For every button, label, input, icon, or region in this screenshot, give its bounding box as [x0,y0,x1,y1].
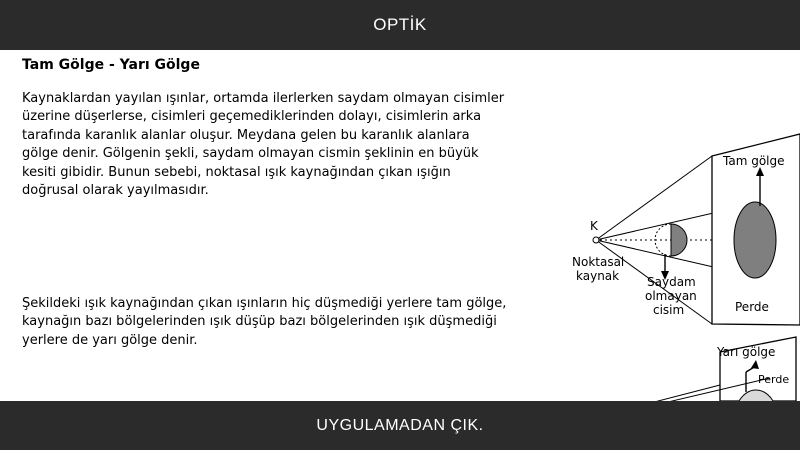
text-line: kesiti gibidir. Bunun sebebi, noktasal ışık kaynağından çıkan ışığın [22,164,451,180]
label-saydam: Saydam [647,275,696,289]
label-perde-2: Perde [758,373,790,386]
figure-yari-golge [560,290,800,401]
label-kaynak: kaynak [576,269,620,283]
label-yari-golge: Yarı gölge [717,345,776,359]
paragraph-tam-golge [22,90,504,200]
section-heading: Tam Gölge - Yarı Gölge [22,57,200,73]
label-perde: Perde [735,300,769,314]
label-olmayan: olmayan [645,289,697,303]
text-line: yerlere de yarı gölge denir. [22,332,198,348]
label-noktasal: Noktasal [572,255,625,269]
label-cisim: cisim [653,303,685,317]
full-shadow [734,202,776,278]
app-title-bar [0,0,800,50]
label-k: K [590,219,598,233]
text-line: doğrusal olarak yayılmasıdır. [22,183,209,199]
exit-app-button[interactable] [0,401,800,450]
label-tam-golge: Tam gölge [723,154,785,168]
exit-app-label: UYGULAMADAN ÇIK. [316,416,484,434]
paragraph-yari-golge [22,295,506,350]
text-line: üzerine düşerlerse, cisimleri geçemediklerinden dolayı, cisimlerin arka [22,109,482,125]
content-area[interactable] [0,50,800,401]
point-source [593,237,599,243]
text-line: kaynağın bazı bölgelerinden ışık düşüp bazı bölgelerinden ışık düşmediği [22,314,497,330]
opaque-object [655,224,687,256]
text-line: Kaynaklardan yayılan ışınlar, ortamda ilerlerken saydam olmayan cisimler [22,91,505,106]
text-line: Şekildeki ışık kaynağından çıkan ışınların hiç düşmediği yerlere tam gölge, [22,296,507,311]
text-line: tarafında karanlık alanlar oluşur. Meydana gelen bu karanlık alanlara [22,127,470,143]
text-line: gölge denir. Gölgenin şekli, saydam olmayan cismin şeklinin en büyük [22,146,479,162]
page-title: OPTİK [373,15,427,34]
